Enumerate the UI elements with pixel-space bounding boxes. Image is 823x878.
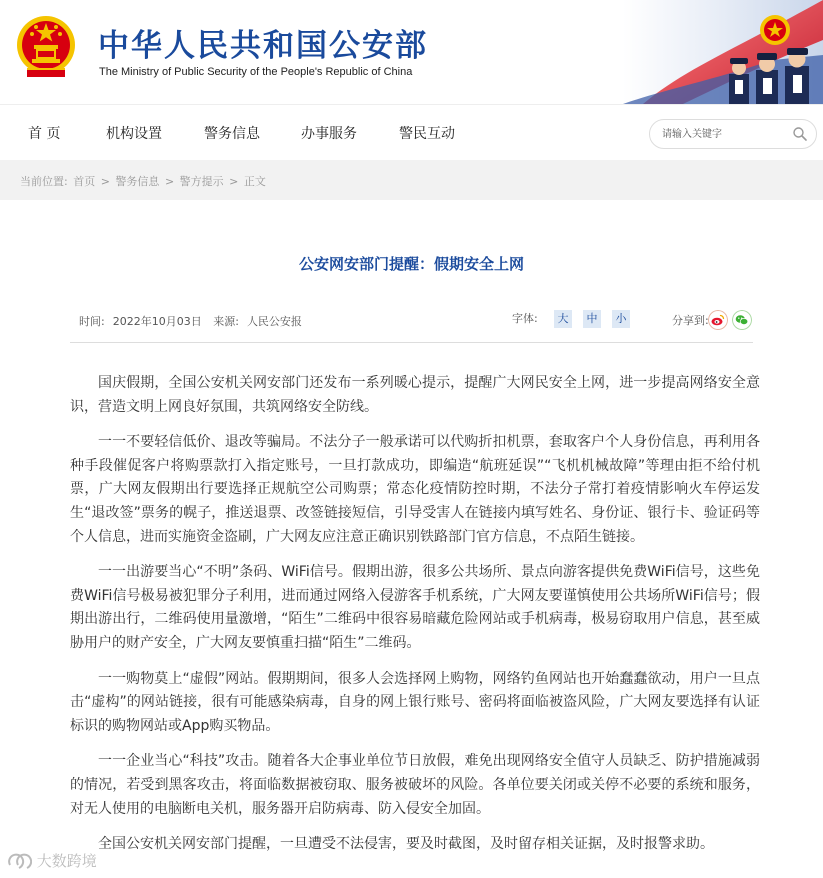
nav-interaction[interactable]: 警民互动 [399,126,455,142]
search-icon[interactable] [792,126,808,142]
font-size-large-button[interactable]: 大 [554,310,572,328]
weibo-icon[interactable] [708,310,728,330]
publish-date: 2022年10月03日 [112,315,202,328]
breadcrumb-police-info[interactable]: 警务信息 [115,175,160,188]
breadcrumb-label: 当前位置: [20,175,68,188]
breadcrumb-separator: > [164,175,175,188]
time-label: 时间: [79,315,105,328]
search-input[interactable] [662,120,787,148]
font-size-label: 字体: [512,312,538,325]
watermark-logo-icon [6,853,32,871]
nav-police-info[interactable]: 警务信息 [204,126,260,142]
police-banner-image [623,0,823,104]
breadcrumb-separator: > [100,175,110,188]
font-size-small-button[interactable]: 小 [612,310,630,328]
nav-organization[interactable]: 机构设置 [106,126,162,142]
article-paragraph: 一一出游要当心“不明”条码、WiFi信号。假期出游，很多公共场所、景点向游客提供免费WiFi信号，这些免费WiFi信号极易被犯罪分子利用，进而通过网络入侵游客手机系统，广大网友要谨慎使用公共场所WiFi信号；假期出游出行，二维码使用量激增，“陌生”二维码中很容易暗藏危险网站或手机病毒，极易窃取用户信息，甚至威胁用户的财产安全，广大网友要慎重扫描“陌生”二维码。 [70,564,760,651]
watermark [6,850,97,871]
breadcrumb-bar [0,160,823,200]
nav-home[interactable]: 首 页 [28,126,61,142]
article-paragraph: 一一购物莫上“虚假”网站。假期期间，很多人会选择网上购物，网络钓鱼网站也开始蠢蠢欲动，用户一旦点击“虚构”的网站链接，很有可能感染病毒，自身的网上银行账号、密码将面临被盗风险，广大网友要选择有认证标识的购物网站或App购买物品。 [70,670,760,734]
article-paragraph: 国庆假期，全国公安机关网安部门还发布一系列暖心提示，提醒广大网民安全上网，进一步提高网络安全意识，营造文明上网良好氛围，共筑网络安全防线。 [70,375,760,415]
article-title: 公安网安部门提醒：假期安全上网 [298,255,524,273]
breadcrumb-current: 正文 [243,175,266,188]
article-body [70,372,760,869]
breadcrumb-separator: > [229,175,239,188]
article-meta [79,313,310,329]
search-box [649,119,817,149]
article-paragraph: 一一不要轻信低价、退改等骗局。不法分子一般承诺可以代购折扣机票，套取客户个人身份信息，再利用各种手段催促客户将购票款打入指定账号，一旦打款成功，即编造“航班延误”“飞机机械故障”等理由拒不给付机票，广大网友假期出行要选择正规航空公司购票；常态化疫情防控时期，不法分子常打着疫情影响火车停运发生“退改签”票务的幌子，推送退票、改签链接短信，引导受害人在链接内填写姓名、身份证、银行卡、验证码等个人信息，进而实施资金盗刷，广大网友应注意正确识别铁路部门官方信息，不点陌生链接。 [70,434,760,545]
main-nav [0,104,823,161]
site-header [0,0,823,104]
article-paragraph: 全国公安机关网安部门提醒，一旦遭受不法侵害，要及时截图，及时留存相关证据，及时报警求助。 [98,836,714,853]
site-title[interactable]: 中华人民共和国公安部 [98,28,428,64]
article-paragraph: 一一企业当心“科技”攻击。随着各大企事业单位节日放假，难免出现网络安全值守人员缺乏、防护措施减弱的情况，若受到黑客攻击，将面临数据被窃取、服务被破坏的风险。各单位要关闭或关停不必要的系统和服务，对无人使用的电脑断电关机，服务器开启防病毒、防入侵安全加固。 [70,753,760,817]
site-subtitle: The Ministry of Public Security of the People's Republic of China [99,66,413,78]
breadcrumb-home[interactable]: 首页 [73,175,96,188]
watermark-text: 大数跨境 [36,852,97,870]
share-label: 分享到: [672,314,709,327]
breadcrumb [20,173,268,189]
national-emblem-icon[interactable] [15,14,77,80]
source-label: 来源: [213,315,239,328]
wechat-icon[interactable] [732,310,752,330]
nav-services[interactable]: 办事服务 [301,126,357,142]
meta-divider [70,342,753,343]
breadcrumb-police-tips[interactable]: 警方提示 [179,175,224,188]
article-source: 人民公安报 [246,315,302,328]
font-size-medium-button[interactable]: 中 [583,310,601,328]
